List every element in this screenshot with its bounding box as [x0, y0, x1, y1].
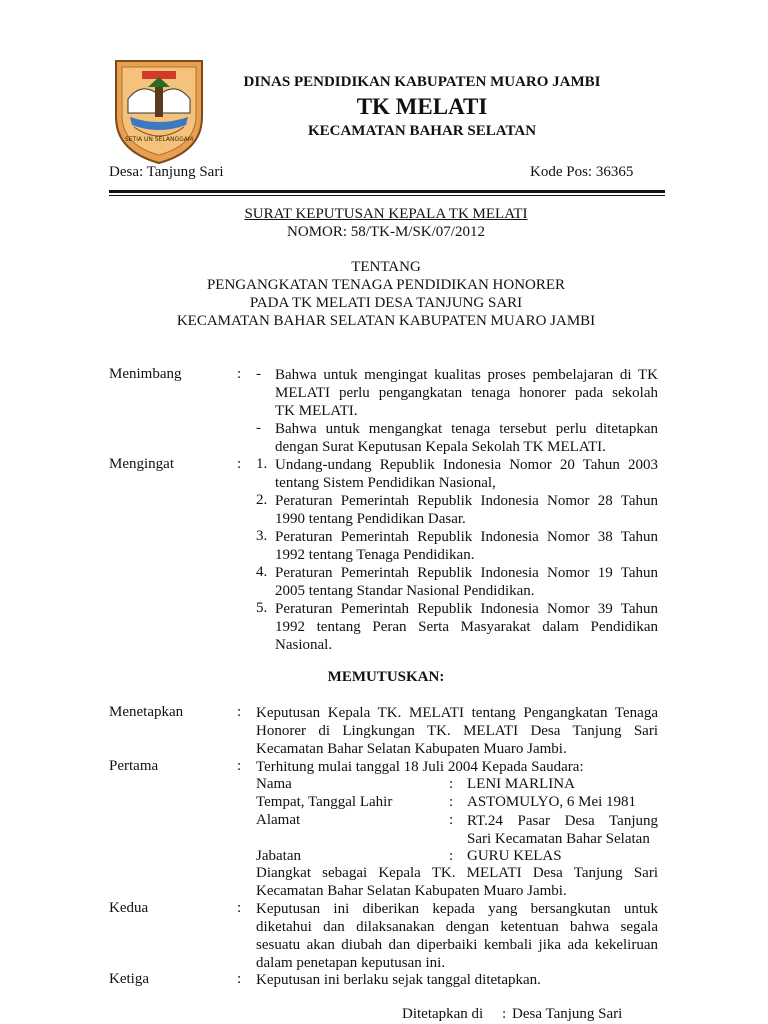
field-alamat-key: Alamat: [256, 812, 301, 828]
field-jabatan-value: GURU KELAS: [467, 848, 562, 864]
header-rule-thick: [109, 190, 665, 193]
pertama-intro: Terhitung mulai tanggal 18 Juli 2004 Kepada Saudara:: [256, 759, 584, 775]
field-ttl-key: Tempat, Tanggal Lahir: [256, 794, 393, 810]
menimbang-marker-1: -: [256, 366, 261, 382]
decree-number: NOMOR: 58/TK-M/SK/07/2012: [287, 224, 485, 240]
school-name: TK MELATI: [356, 94, 488, 119]
mengingat-item-5: Peraturan Pemerintah Republik Indonesia Nomor 39 Tahun 1992 tentang Peran Serta Masyarakat dalam Pendidikan Nasional.: [275, 601, 658, 653]
ditetapkan-value: Desa Tanjung Sari: [512, 1006, 623, 1022]
mengingat-item-2: Peraturan Pemerintah Republik Indonesia Nomor 28 Tahun 1990 tentang Pendidikan Dasar.: [275, 493, 658, 527]
mengingat-marker-1: 1.: [256, 456, 268, 472]
postal-code: Kode Pos: 36365: [530, 164, 634, 180]
svg-text:SETIA UN SELANGGAM: SETIA UN SELANGGAM: [124, 136, 194, 143]
subject-line-1: PENGANGKATAN TENAGA PENDIDIKAN HONORER: [206, 277, 566, 293]
subject-line-2: PADA TK MELATI DESA TANJUNG SARI: [249, 295, 523, 311]
menimbang-marker-2: -: [256, 420, 261, 436]
mengingat-item-3: Peraturan Pemerintah Republik Indonesia Nomor 38 Tahun 1992 tentang Tenaga Pendidikan.: [275, 529, 658, 563]
header-rule-thin: [109, 195, 665, 196]
field-alamat-value: RT.24 Pasar Desa Tanjung Sari Kecamatan Bahar Selatan: [467, 813, 658, 847]
ketiga-label: Ketiga: [109, 971, 149, 987]
menetapkan-label: Menetapkan: [109, 704, 184, 720]
menetapkan-colon: :: [237, 704, 242, 720]
field-jabatan-colon: :: [449, 848, 454, 864]
kedua-colon: :: [237, 900, 242, 916]
kedua-label: Kedua: [109, 900, 149, 916]
mengingat-marker-5: 5.: [256, 600, 268, 616]
tentang-heading: TENTANG: [351, 259, 421, 275]
menimbang-label: Menimbang: [109, 366, 182, 382]
pertama-closing: Diangkat sebagai Kepala TK. MELATI Desa Tanjung Sari Kecamatan Bahar Selatan Kabupaten Muaro Jambi.: [256, 865, 658, 899]
kedua-text: Keputusan ini diberikan kepada yang bersangkutan untuk diketahui dan dilaksanakan dengan ketentuan bahwa segala sesuatu akan diubah dan diperbaiki kembali jika ada kekeliruan dalam penetapan keputusan ini.: [256, 901, 658, 971]
mengingat-item-4: Peraturan Pemerintah Republik Indonesia Nomor 19 Tahun 2005 tentang Standar Nasional Pendidikan.: [275, 565, 658, 599]
ketiga-colon: :: [237, 971, 242, 987]
field-nama-key: Nama: [256, 776, 292, 792]
agency-name: DINAS PENDIDIKAN KABUPATEN MUARO JAMBI: [243, 74, 601, 90]
mengingat-marker-4: 4.: [256, 564, 268, 580]
field-nama-colon: :: [449, 776, 454, 792]
mengingat-marker-2: 2.: [256, 492, 268, 508]
field-ttl-colon: :: [449, 794, 454, 810]
mengingat-marker-3: 3.: [256, 528, 268, 544]
mengingat-item-1: Undang-undang Republik Indonesia Nomor 20 Tahun 2003 tentang Sistem Pendidikan Nasional,: [275, 457, 658, 491]
menetapkan-text: Keputusan Kepala TK. MELATI tentang Pengangkatan Tenaga Honorer di Lingkungan TK. MELATI Desa Tanjung Sari Kecamatan Bahar Selatan Kabupaten Muaro Jambi.: [256, 705, 658, 757]
mengingat-label: Mengingat: [109, 456, 174, 472]
menimbang-colon: :: [237, 366, 242, 382]
ditetapkan-label: Ditetapkan di: [402, 1006, 484, 1022]
ketiga-text: Keputusan ini berlaku sejak tanggal ditetapkan.: [256, 972, 541, 988]
field-jabatan-key: Jabatan: [256, 848, 301, 864]
district-name: KECAMATAN BAHAR SELATAN: [307, 123, 537, 139]
field-nama-value: LENI MARLINA: [467, 776, 575, 792]
field-alamat-colon: :: [449, 812, 454, 828]
mengingat-colon: :: [237, 456, 242, 472]
menimbang-item-1: Bahwa untuk mengingat kualitas proses pembelajaran di TK MELATI perlu pengangkatan tenaga honorer pada sekolah TK MELATI.: [275, 367, 658, 419]
subject-line-3: KECAMATAN BAHAR SELATAN KABUPATEN MUARO JAMBI: [176, 313, 596, 329]
menimbang-item-2: Bahwa untuk mengangkat tenaga tersebut perlu ditetapkan dengan Surat Keputusan Kepala Sekolah TK MELATI.: [275, 421, 658, 455]
decree-title: SURAT KEPUTUSAN KEPALA TK MELATI: [244, 206, 528, 222]
field-ttl-value: ASTOMULYO, 6 Mei 1981: [467, 794, 637, 810]
village-address: Desa: Tanjung Sari: [109, 164, 224, 180]
memutuskan-heading: MEMUTUSKAN:: [327, 669, 445, 685]
pertama-colon: :: [237, 758, 242, 774]
ditetapkan-colon: :: [502, 1006, 507, 1022]
pertama-label: Pertama: [109, 758, 159, 774]
